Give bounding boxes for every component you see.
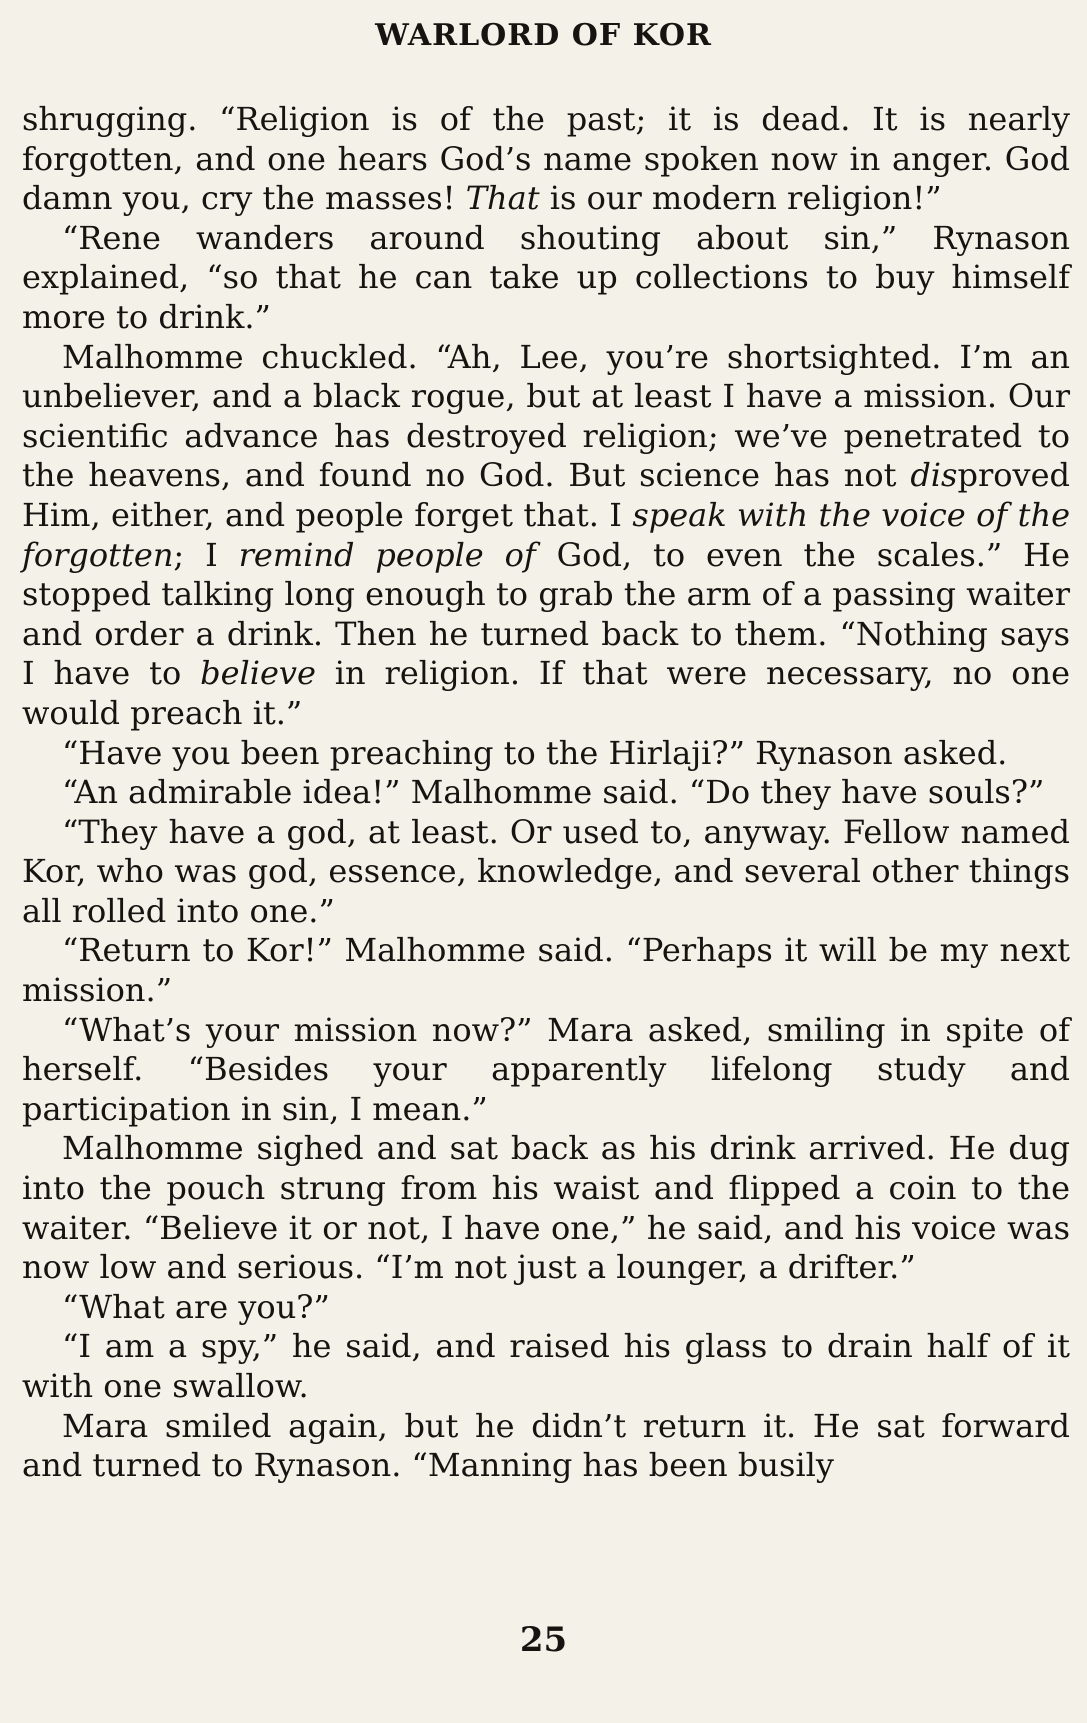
paragraph xyxy=(22,773,1070,813)
paragraph xyxy=(22,1407,1070,1486)
text-run: ; I xyxy=(173,535,239,574)
text-run: “Have you been preaching to the Hirlaji?” Rynason asked. xyxy=(62,733,1008,772)
paragraph xyxy=(22,1327,1070,1406)
italic-text: believe xyxy=(200,654,316,693)
text-run: proved Him, either, and people forget that. I xyxy=(22,456,1070,534)
paragraph xyxy=(22,1129,1070,1287)
paragraph xyxy=(22,813,1070,932)
text-run: “An admirable idea!” Malhomme said. “Do they have souls?” xyxy=(62,773,1045,812)
paragraph xyxy=(22,931,1070,1010)
text-run: is our modern religion!” xyxy=(539,179,942,218)
italic-text: dis xyxy=(910,456,958,495)
text-run: Mara smiled again, but he didn’t return it. He sat forward and turned to Rynason. “Manning has been busily xyxy=(22,1406,1070,1485)
running-header: WARLORD OF KOR xyxy=(375,18,712,53)
text-run: in religion. If that were necessary, no one would preach it.” xyxy=(22,654,1071,732)
body-text xyxy=(22,100,1070,1486)
italic-text: That xyxy=(465,179,540,218)
text-run: Malhomme chuckled. “Ah, Lee, you’re shortsighted. I’m an unbeliever, and a black rogue, but at least I have a mission. Our scientific advance has destroyed religion; we’ve penetrated to the heavens, and found no God. But science has not xyxy=(22,337,1070,495)
paragraph xyxy=(22,338,1070,734)
page-number: 25 xyxy=(519,1620,568,1660)
paragraph xyxy=(22,1011,1070,1130)
text-run: “They have a god, at least. Or used to, anyway. Fellow named Kor, who was god, essence, knowledge, and several other things all rolled into one.” xyxy=(22,812,1070,930)
paragraph xyxy=(22,219,1070,338)
text-run: “What are you?” xyxy=(62,1287,330,1326)
italic-text: remind people of xyxy=(238,535,536,574)
italic-text: speak with the voice of the forgotten xyxy=(22,495,1071,574)
text-run: “I am a spy,” he said, and raised his glass to drain half of it with one swallow. xyxy=(22,1327,1070,1405)
text-run: God, to even the scales.” He stopped talking long enough to grab the arm of a passing waiter and order a drink. Then he turned back to them. “Nothing says I have to xyxy=(22,535,1070,693)
paragraph xyxy=(22,100,1070,219)
text-run: “What’s your mission now?” Mara asked, smiling in spite of herself. “Besides your apparently lifelong study and participation in sin, I mean.” xyxy=(22,1010,1070,1128)
paragraph xyxy=(22,1288,1070,1328)
paragraph xyxy=(22,734,1070,774)
text-run: “Rene wanders around shouting about sin,” Rynason explained, “so that he can take up collections to buy himself more to drink.” xyxy=(22,218,1070,336)
text-run: shrugging. “Religion is of the past; it is dead. It is nearly forgotten, and one hears God’s name spoken now in anger. God damn you, cry the masses! xyxy=(22,100,1070,218)
text-run: Malhomme sighed and sat back as his drink arrived. He dug into the pouch strung from his waist and flipped a coin to the waiter. “Believe it or not, I have one,” he said, and his voice was now low and serious. “I’m not just a lounger, a drifter.” xyxy=(22,1129,1070,1287)
text-run: “Return to Kor!” Malhomme said. “Perhaps it will be my next mission.” xyxy=(22,931,1070,1010)
